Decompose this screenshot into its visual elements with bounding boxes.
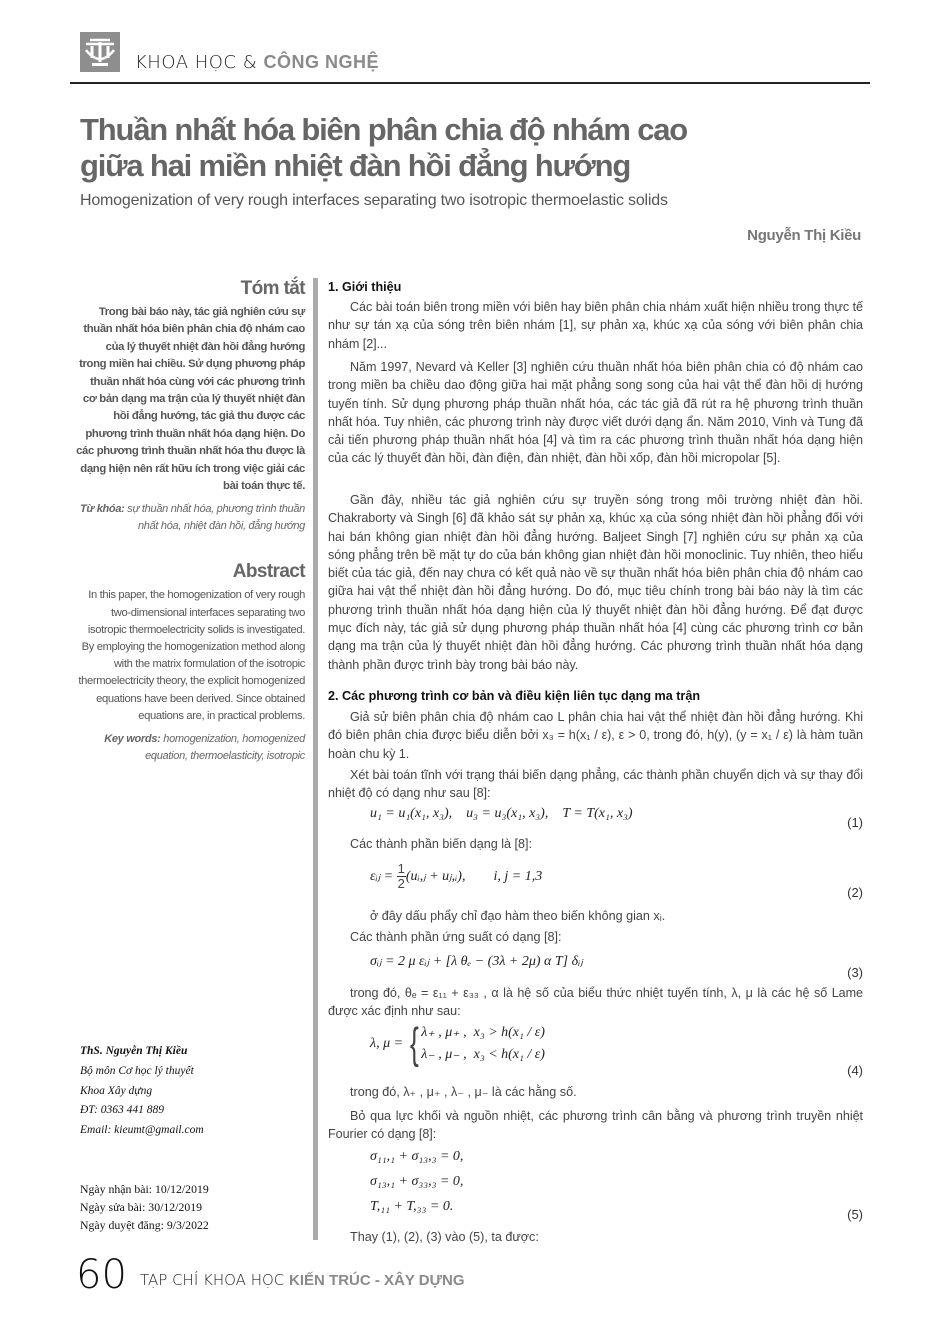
equation-text: σᵢⱼ = 2 μ εᵢⱼ + [λ θₑ − (3λ + 2μ) α T] δᵢⱼ bbox=[370, 954, 583, 969]
sidebar-abstracts bbox=[76, 278, 305, 765]
paragraph: Các bài toán biên trong miền với biên hay biên phân chia nhám xuất hiện nhiều trong thực tế như sự tán xạ của sóng trên biên nhám [1], sự phản xạ, khúc xạ của sóng với biên phân chia nhám [2]... bbox=[328, 300, 863, 351]
paragraph: Các thành phần biến dạng là [8]: bbox=[350, 837, 533, 851]
journal-name bbox=[140, 1271, 465, 1289]
keywords-label: Key words: bbox=[104, 733, 161, 746]
journal-highlight: KIẾN TRÚC - XÂY DỰNG bbox=[289, 1272, 465, 1289]
equation-case: λ₊ , μ₊ , x₃ > h(x₁ / ε) bbox=[421, 1025, 545, 1040]
paragraph: Thay (1), (2), (3) vào (5), ta được: bbox=[350, 1230, 539, 1244]
equation-number: (2) bbox=[847, 885, 863, 900]
numerator: 1 bbox=[397, 861, 405, 876]
title-line-2: giữa hai miền nhiệt đàn hồi đẳng hướng bbox=[80, 148, 631, 183]
equation-number: (1) bbox=[847, 815, 863, 830]
article-subtitle: Homogenization of very rough interfaces separating two isotropic thermoelastic solids bbox=[80, 192, 668, 209]
paragraph: Năm 1997, Nevard và Keller [3] nghiên cứu thuần nhất hóa biên phân chia có độ nhám cao trong miền ba chiều dao động giữa hai mặt phẳng song song của hai vật thể đàn hồi dị hướng tuyến tính. Sử dụng phương pháp thuần nhất hóa, các tác giả đã rút ra hệ phương trình thuần nhất hóa. Tuy nhiên, các phương trình này được viết dưới dạng ẩn. Năm 2010, Vinh và Tung đã cải tiến phương pháp thuần nhất hóa [4] và tìm ra các phương trình thuần nhất hóa dạng hiện của các lý thuyết đàn hồi, đàn điện, đàn nhiệt, đàn hồi xốp, đàn hồi micropolar [5]. bbox=[328, 360, 863, 466]
denominator: 2 bbox=[397, 876, 405, 891]
fraction bbox=[397, 862, 406, 891]
header-divider bbox=[70, 82, 870, 84]
equation-text: u₁ = u₁(x₁, x₃), u₃ = u₃(x₁, x₃), T = T(x₁, x₃) bbox=[370, 806, 633, 821]
summary-heading: Tóm tắt bbox=[240, 278, 305, 299]
equation-1 bbox=[328, 804, 863, 828]
affiliation-email: Email: kieumt@gmail.com bbox=[80, 1124, 204, 1137]
affiliation-name: ThS. Nguyễn Thị Kiều bbox=[80, 1045, 188, 1057]
author-affiliation bbox=[80, 1042, 204, 1141]
article-author: Nguyễn Thị Kiều bbox=[747, 227, 861, 244]
date-revised: Ngày sửa bài: 30/12/2019 bbox=[80, 1200, 203, 1214]
section-1-heading: 1. Giới thiệu bbox=[328, 280, 402, 294]
equation-3 bbox=[328, 952, 863, 980]
equation-5 bbox=[328, 1144, 863, 1224]
paragraph: trong đó, θₑ = ε₁₁ + ε₃₃ , α là hệ số của biểu thức nhiệt tuyến tính, λ, μ là các hệ số Lame được xác định như sau: bbox=[328, 986, 863, 1019]
affiliation-faculty: Khoa Xây dựng bbox=[80, 1084, 153, 1097]
affiliation-phone: ĐT: 0363 441 889 bbox=[80, 1104, 165, 1117]
abstract-heading: Abstract bbox=[232, 561, 305, 583]
article-dates bbox=[80, 1180, 209, 1234]
paragraph: trong đó, λ₊ , μ₊ , λ₋ , μ₋ là các hằng số. bbox=[350, 1085, 577, 1099]
abstract-body: In this paper, the homogenization of very rough two-dimensional interfaces separating two isotropic thermoelectricity solids is investigated. By employing the homogenization method along with the matrix formulation of the isotropic thermoelectricity theory, the explicit homogenized equations have been derived. Since obtained equations are, in practical problems. bbox=[78, 589, 305, 722]
equation-case: λ₋ , μ₋ , x₃ < h(x₁ / ε) bbox=[421, 1047, 545, 1062]
equation-number: (5) bbox=[847, 1207, 863, 1222]
date-received: Ngày nhận bài: 10/12/2019 bbox=[80, 1182, 209, 1196]
paragraph: ở đây dấu phẩy chỉ đạo hàm theo biến không gian xᵢ. bbox=[370, 909, 666, 923]
equation-number: (4) bbox=[847, 1063, 863, 1078]
paragraph: Bỏ qua lực khối và nguồn nhiệt, các phương trình cân bằng và phương trình truyền nhiệt Fourier có dạng [8]: bbox=[328, 1109, 863, 1142]
equation-rhs: (uᵢ,ⱼ + uⱼ,ᵢ), i, j = 1,3 bbox=[405, 868, 543, 884]
article-title bbox=[80, 112, 860, 184]
equation-number: (3) bbox=[847, 965, 863, 980]
summary-body: Trong bài báo này, tác giả nghiên cứu sự thuần nhất hóa biên phân chia độ nhám cao của lý thuyết nhiệt đàn hồi đẳng hướng trong miền hai chiều. Sử dụng phương pháp thuần nhất hóa cùng với các phương trình cơ bản dạng ma trận của lý thuyết nhiệt đàn hồi đẳng hướng, tác giả thu được các phương trình thuần nhất hóa dạng hiện. Do các phương trình thuần nhất hóa thu được là dạng hiện nên rất hữu ích trong việc giải các bài toán thực tế. bbox=[76, 306, 305, 493]
date-accepted: Ngày duyệt đăng: 9/3/2022 bbox=[80, 1218, 209, 1232]
page-number: 60 bbox=[76, 1252, 127, 1298]
title-line-1: Thuần nhất hóa biên phân chia độ nhám cao bbox=[80, 112, 688, 147]
paragraph: Giả sử biên phân chia độ nhám cao L phân chia hai vật thể nhiệt đàn hồi đẳng hướng. Khi đó biên phân chia được biểu diễn bởi x₃ = h(x₁ / ε), ε > 0, trong đó, h(y), (y = x₁ / ε) là hàm tuần hoàn chu kỳ 1. bbox=[328, 710, 863, 761]
abstract-keywords bbox=[76, 731, 305, 765]
paragraph: Xét bài toán tĩnh với trạng thái biến dạng phẳng, các thành phần chuyển dịch và sự thay đổi nhiệt độ có dạng như sau [8]: bbox=[328, 768, 863, 801]
keywords-text: homogenization, homogenized equation, thermoelasticity, isotropic bbox=[145, 733, 305, 763]
equation-lhs: λ, μ = bbox=[370, 1035, 407, 1051]
section-highlight: CÔNG NGHỆ bbox=[263, 52, 379, 72]
equation-2 bbox=[328, 862, 863, 902]
summary-keywords bbox=[76, 501, 305, 535]
affiliation-department: Bộ môn Cơ học lý thuyết bbox=[80, 1064, 194, 1077]
section-prefix: KHOA HỌC & bbox=[135, 52, 264, 73]
journal-logo bbox=[80, 32, 120, 72]
brace-symbol: { bbox=[409, 1019, 419, 1068]
equation-lhs: εᵢⱼ = bbox=[370, 868, 397, 884]
section-2-heading: 2. Các phương trình cơ bản và điều kiện liên tục dạng ma trận bbox=[328, 689, 701, 703]
keywords-text: sự thuần nhất hóa, phương trình thuần nhất hóa, nhiệt đàn hồi, đẳng hướng bbox=[124, 503, 305, 533]
journal-prefix: TẠP CHÍ KHOA HỌC bbox=[140, 1271, 290, 1289]
paragraph: Gần đây, nhiều tác giả nghiên cứu sự truyền sóng trong môi trường nhiệt đàn hồi. Chakraborty và Singh [6] đã khảo sát sự phản xạ, khúc xạ của sóng nhiệt đàn hồi phẳng đối với hai bán không gian nhiệt đàn hồi đẳng hướng. Baljeet Singh [7] nghiên cứu sự phản xạ của sóng phẳng trên bề mặt tự do của bán không gian nhiệt đàn hồi monoclinic. Tuy nhiên, theo hiểu biết của tác giả, đến nay chưa có kết quả nào về sự thuần nhất hóa biên phân chia độ nhám cao giữa hai vật thể nhiệt đàn hồi đẳng hướng. Do đó, mục tiêu chính trong bài báo này là tìm các phương trình thuần nhất hóa dạng hiện của lý thuyết nhiệt đàn hồi đẳng hướng. Để đạt được mục đích này, tác giả sử dụng phương pháp thuần nhất hóa [4] cùng các phương trình cơ bản dạng ma trận của lý thuyết nhiệt đàn hồi đẳng hướng. Các phương trình thuần nhất hóa dạng thành phần được trình bày trong bài báo này. bbox=[328, 493, 863, 672]
paragraph: Các thành phần ứng suất có dạng [8]: bbox=[350, 930, 562, 944]
keywords-label: Từ khóa: bbox=[79, 503, 125, 516]
equation-line: σ₁₁,₁ + σ₁₃,₃ = 0, bbox=[370, 1149, 464, 1164]
equation-line: T,₁₁ + T,₃₃ = 0. bbox=[370, 1199, 454, 1214]
equation-4 bbox=[328, 1019, 863, 1078]
equation-line: σ₁₃,₁ + σ₃₃,₃ = 0, bbox=[370, 1174, 464, 1189]
column-divider bbox=[313, 278, 318, 1240]
section-label bbox=[135, 52, 379, 73]
